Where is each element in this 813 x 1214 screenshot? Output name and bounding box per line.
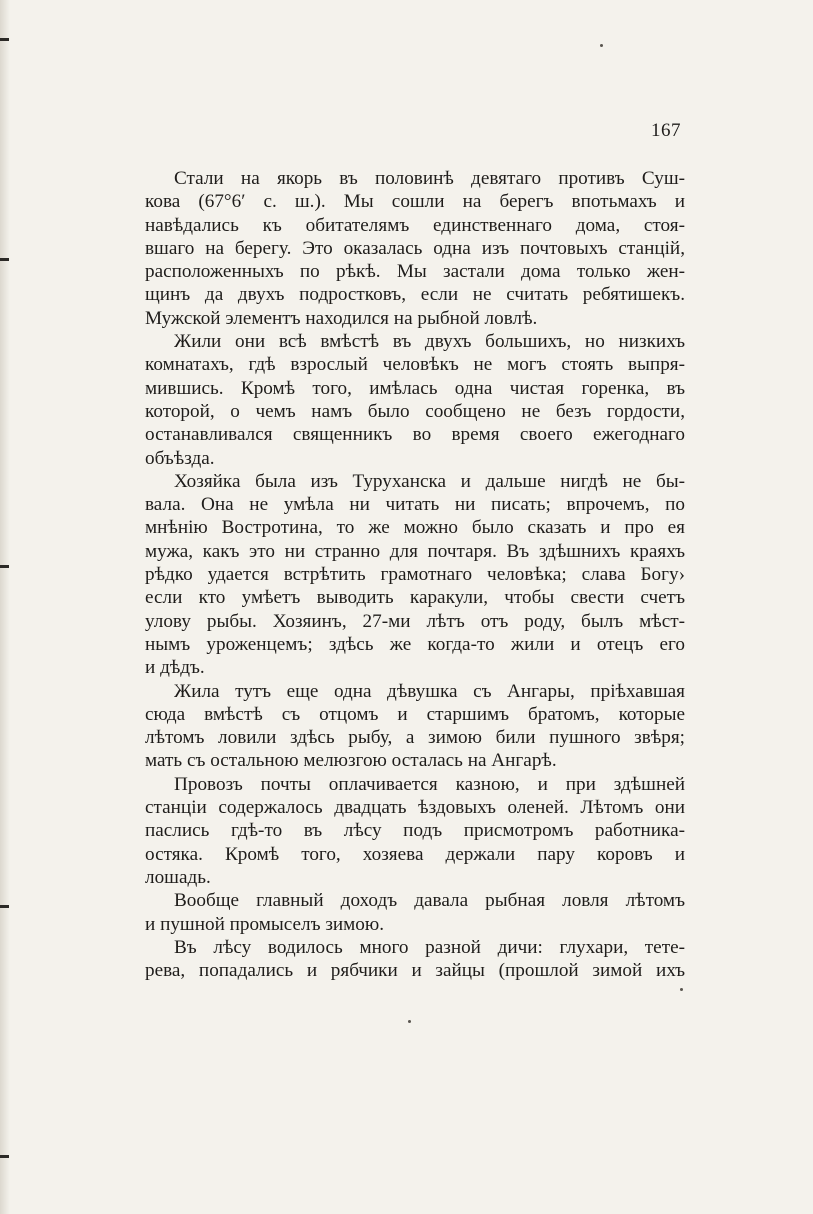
paper-speck [600,44,603,47]
text-line: остяка. Кромѣ того, хозяева держали пару коровъ и [145,843,685,865]
text-line: станціи содержалось двадцать ѣздовыхъ оленей. Лѣтомъ они [145,797,685,819]
text-line: улову рыбы. Хозяинъ, 27-ми лѣтъ отъ роду, былъ мѣст- [145,610,685,632]
text-line: лѣтомъ ловили здѣсь рыбу, а зимою били пушного звѣря; [145,727,685,749]
text-line: Провозъ почты оплачивается казною, и при здѣшней [174,773,685,795]
text-line: нымъ уроженцемъ; здѣсь же когда-то жили и отецъ его [145,633,685,655]
text-line: расположенныхъ по рѣкѣ. Мы застали дома только жен- [145,261,685,283]
text-line: Въ лѣсу водилось много разной дичи: глухари, тете- [174,936,685,958]
paper-speck [680,988,683,991]
page-number: 167 [651,120,681,141]
text-line: рѣдко удается встрѣтить грамотнаго человѣка; слава Богу› [145,564,685,586]
text-line: комнатахъ, гдѣ взрослый человѣкъ не могъ стоять выпря- [145,354,685,376]
text-line: кова (67°6′ с. ш.). Мы сошли на берегъ впотьмахъ и [145,191,685,213]
edge-mark [0,1155,9,1158]
edge-mark [0,258,9,261]
text-line: если кто умѣетъ выводить каракули, чтобы свести счетъ [145,587,685,609]
edge-mark [0,905,9,908]
text-line: мившись. Кромѣ того, имѣлась одна чистая горенка, въ [145,377,685,399]
text-line: останавливался священникъ во время своего ежегоднаго [145,424,685,446]
text-line: Жила тутъ еще одна дѣвушка съ Ангары, пріѣхавшая [174,680,685,702]
text-line: и дѣдъ. [145,657,205,679]
text-line: и пушной промыселъ зимою. [145,913,385,935]
edge-mark [0,565,9,568]
text-line: паслись гдѣ-то въ лѣсу подъ присмотромъ работника- [145,820,685,842]
text-line: сюда вмѣстѣ съ отцомъ и старшимъ братомъ, которые [145,703,685,725]
text-line: Мужской элементъ находился на рыбной ловлѣ. [145,307,538,329]
text-line: объѣзда. [145,447,215,469]
text-line: вшаго на берегу. Это оказалась одна изъ почтовыхъ станцій, [145,237,685,259]
edge-mark [0,38,9,41]
text-line: мать съ остальною мелюзгою осталась на Ангарѣ. [145,750,557,772]
text-line: рева, попадались и рябчики и зайцы (прошлой зимой ихъ [145,960,685,982]
text-line: вала. Она не умѣла ни читать ни писать; впрочемъ, по [145,494,685,516]
text-line: Жили они всѣ вмѣстѣ въ двухъ большихъ, но низкихъ [174,331,685,353]
paper-speck [408,1020,411,1023]
text-line: навѣдались къ обитателямъ единственнаго дома, стоя- [145,214,685,236]
text-line: щинъ да двухъ подростковъ, если не считать ребятишекъ. [145,284,685,306]
text-line: мужа, какъ это ни странно для почтаря. Въ здѣшнихъ краяхъ [145,540,685,562]
text-line: которой, о чемъ намъ было сообщено не безъ гордости, [145,400,685,422]
text-line: Стали на якорь въ половинѣ девятаго противъ Суш- [174,168,685,189]
binding-edge [0,0,10,1214]
body-text [145,167,685,982]
text-line: лошадь. [145,866,211,888]
text-line: Хозяйка была изъ Туруханска и дальше нигдѣ не бы- [174,470,685,492]
text-line: Вообще главный доходъ давала рыбная ловля лѣтомъ [174,890,685,912]
text-line: мнѣнію Востротина, то же можно было сказать и про ея [145,517,685,539]
